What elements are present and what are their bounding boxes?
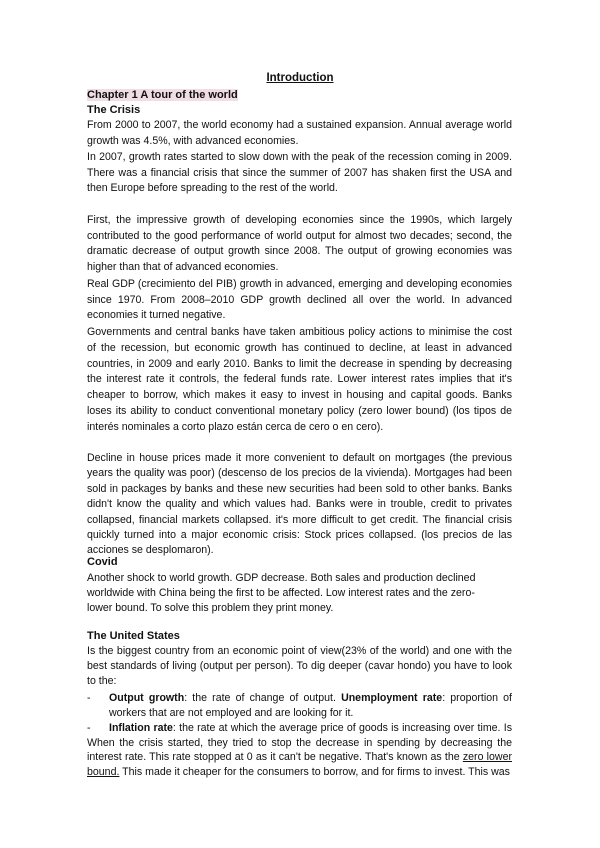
paragraph: First, the impressive growth of developing economies since the 1990s, which largely contributed to the good performance of world output for almost two decades; second, the dramatic decrease of output growth since 2008. The output of growing economies was higher than that of advanced economies. xyxy=(87,214,512,273)
paragraph: From 2000 to 2007, the world economy had a sustained expansion. Annual average world growth was 4.5%, with advanced economies. xyxy=(87,119,512,147)
paragraph: Is the biggest country from an economic point of view(23% of the world) and one with the best standards of living (output per person). To dig deeper (cavar hondo) you have to look to the: xyxy=(87,645,512,687)
bullet-marker: - xyxy=(87,722,91,734)
bullet-text: : the rate at which the average price of goods is increasing over time. Is When the crisis started, they tried to stop the decrease in spending by decreasing the interest rate. This rate stopped at 0 as it can't be negative. That's known as the xyxy=(87,722,512,763)
section-heading-covid: Covid xyxy=(87,556,118,568)
underlined-term: zero lower bound. xyxy=(87,751,512,778)
term: Inflation rate xyxy=(109,722,173,734)
bullet-text: : the rate of change of output. xyxy=(184,692,342,704)
section-heading-crisis: The Crisis xyxy=(87,104,141,116)
chapter-heading xyxy=(87,88,512,104)
paragraph: Another shock to world growth. GDP decrease. Both sales and production declined worldwide with China being the first to be affected. Low interest rates and the zero-lower bound. To solve this problem they print money. xyxy=(87,572,476,614)
bullet-text: : proportion of workers that are not employed and are looking for it. xyxy=(109,692,512,719)
bullet-marker: - xyxy=(87,692,91,704)
bullet-text: This made it cheaper for the consumers to borrow, and for firms to invest. This was xyxy=(119,765,510,778)
bullet-item xyxy=(87,721,512,779)
bullet-item xyxy=(87,691,512,721)
paragraph: Real GDP (crecimiento del PIB) growth in advanced, emerging and developing economies since 1970. From 2008–2010 GDP growth declined all over the world. In advanced economies it turned negative. xyxy=(87,278,512,322)
paragraph: Decline in house prices made it more convenient to default on mortgages (the previous years the quality was poor) (descenso de los precios de la vivienda). Mortgages had been sold in packages by banks and these new securities had been sold to other banks. Banks didn't know the quality and which values had. Banks were in trouble, credit to privates collapsed, financial markets collapsed. it's more difficult to get credit. The financial crisis quickly turned into a major economic crisis: Stock prices collapsed. (los precios de las acciones se desplomaron). xyxy=(87,452,512,557)
paragraph: Governments and central banks have taken ambitious policy actions to minimise the cost of the recession, but economic growth has continued to decline, at least in advanced countries, in 2009 and early 2010. Banks to limit the decrease in spending by decreasing the interest rate it controls, the federal funds rate. Lower interest rates implies that it's cheaper to borrow, which makes it easy to invest in housing and capital goods. Banks loses its ability to conduct conventional monetary policy (zero lower bound) (los tipos de interés nominales a corto plazo están cerca de cero o en cero). xyxy=(87,326,512,433)
paragraph: In 2007, growth rates started to slow down with the peak of the recession coming in 2009. There was a financial crisis that since the summer of 2007 has shaken first the USA and then Europe before spreading to the rest of the world. xyxy=(87,151,512,195)
chapter-heading-text: Chapter 1 A tour of the world xyxy=(87,89,238,101)
section-heading-us: The United States xyxy=(87,630,180,642)
term: Unemployment rate xyxy=(341,692,443,704)
term: Output growth xyxy=(109,692,185,704)
document-title: Introduction xyxy=(266,72,334,84)
